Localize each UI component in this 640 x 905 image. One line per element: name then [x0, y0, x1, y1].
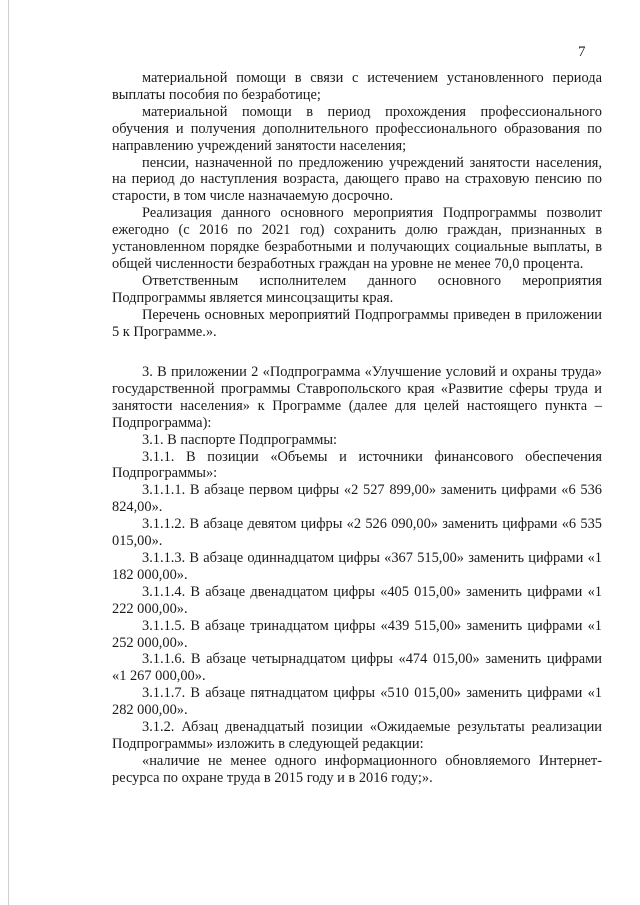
paragraph: материальной помощи в период прохождения профессионального обучения и получения дополнительного профессионального образования по направлению учреждений занятости населения;	[112, 103, 602, 154]
paragraph: 3.1.1.4. В абзаце двенадцатом цифры «405 015,00» заменить цифрами «1 222 000,00».	[112, 583, 602, 617]
paragraph: 3. В приложении 2 «Подпрограмма «Улучшение условий и охраны труда» государственной программы Ставропольского края «Развитие сферы труда и занятости населения» к Программе (далее для целей настоящего пункта – Подпрограмма):	[112, 364, 602, 431]
paragraph: 3.1.2. Абзац двенадцатый позиции «Ожидаемые результаты реализации Подпрограммы» изложить в следующей редакции:	[112, 719, 602, 752]
scan-edge-line	[8, 0, 9, 905]
paragraph: 3.1.1.6. В абзаце четырнадцатом цифры «474 015,00» заменить цифрами «1 267 000,00».	[112, 651, 602, 685]
paragraph: Ответственным исполнителем данного основного мероприятия Подпрограммы является минсоцзащиты края.	[112, 272, 602, 306]
paragraph: 3.1.1.7. В абзаце пятнадцатом цифры «510 015,00» заменить цифрами «1 282 000,00».	[112, 685, 602, 719]
paragraph: материальной помощи в связи с истечением установленного периода выплаты пособия по безработице;	[112, 70, 602, 103]
page-number: 7	[578, 44, 586, 60]
paragraph: Реализация данного основного мероприятия Подпрограммы позволит ежегодно (с 2016 по 2021 год) сохранить долю граждан, признанных в установленном порядке безработными и получающих социальные выплаты, в общей численности безработных граждан на уровне не менее 70,0 процента.	[112, 205, 602, 272]
paragraph: 3.1.1.2. В абзаце девятом цифры «2 526 090,00» заменить цифрами «6 535 015,00».	[112, 516, 602, 550]
paragraph: 3.1.1.5. В абзаце тринадцатом цифры «439 515,00» заменить цифрами «1 252 000,00».	[112, 617, 602, 651]
paragraph: 3.1.1. В позиции «Объемы и источники финансового обеспечения Подпрограммы»:	[112, 448, 602, 482]
paragraph: пенсии, назначенной по предложению учреждений занятости населения, на период до наступления возраста, дающего право на страховую пенсию по старости, в том числе назначаемую досрочно.	[112, 154, 602, 205]
text-block-2	[112, 364, 602, 787]
paragraph: 3.1.1.1. В абзаце первом цифры «2 527 899,00» заменить цифрами «6 536 824,00».	[112, 482, 602, 516]
paragraph: «наличие не менее одного информационного обновляемого Интернет-ресурса по охране труда в 2015 году и в 2016 году;».	[112, 752, 602, 786]
paragraph: 3.1. В паспорте Подпрограммы:	[142, 431, 337, 448]
text-block-1	[112, 70, 602, 341]
paragraph: 3.1.1.3. В абзаце одиннадцатом цифры «367 515,00» заменить цифрами «1 182 000,00».	[112, 549, 602, 583]
paragraph: Перечень основных мероприятий Подпрограммы приведен в приложении 5 к Программе.».	[112, 306, 602, 340]
